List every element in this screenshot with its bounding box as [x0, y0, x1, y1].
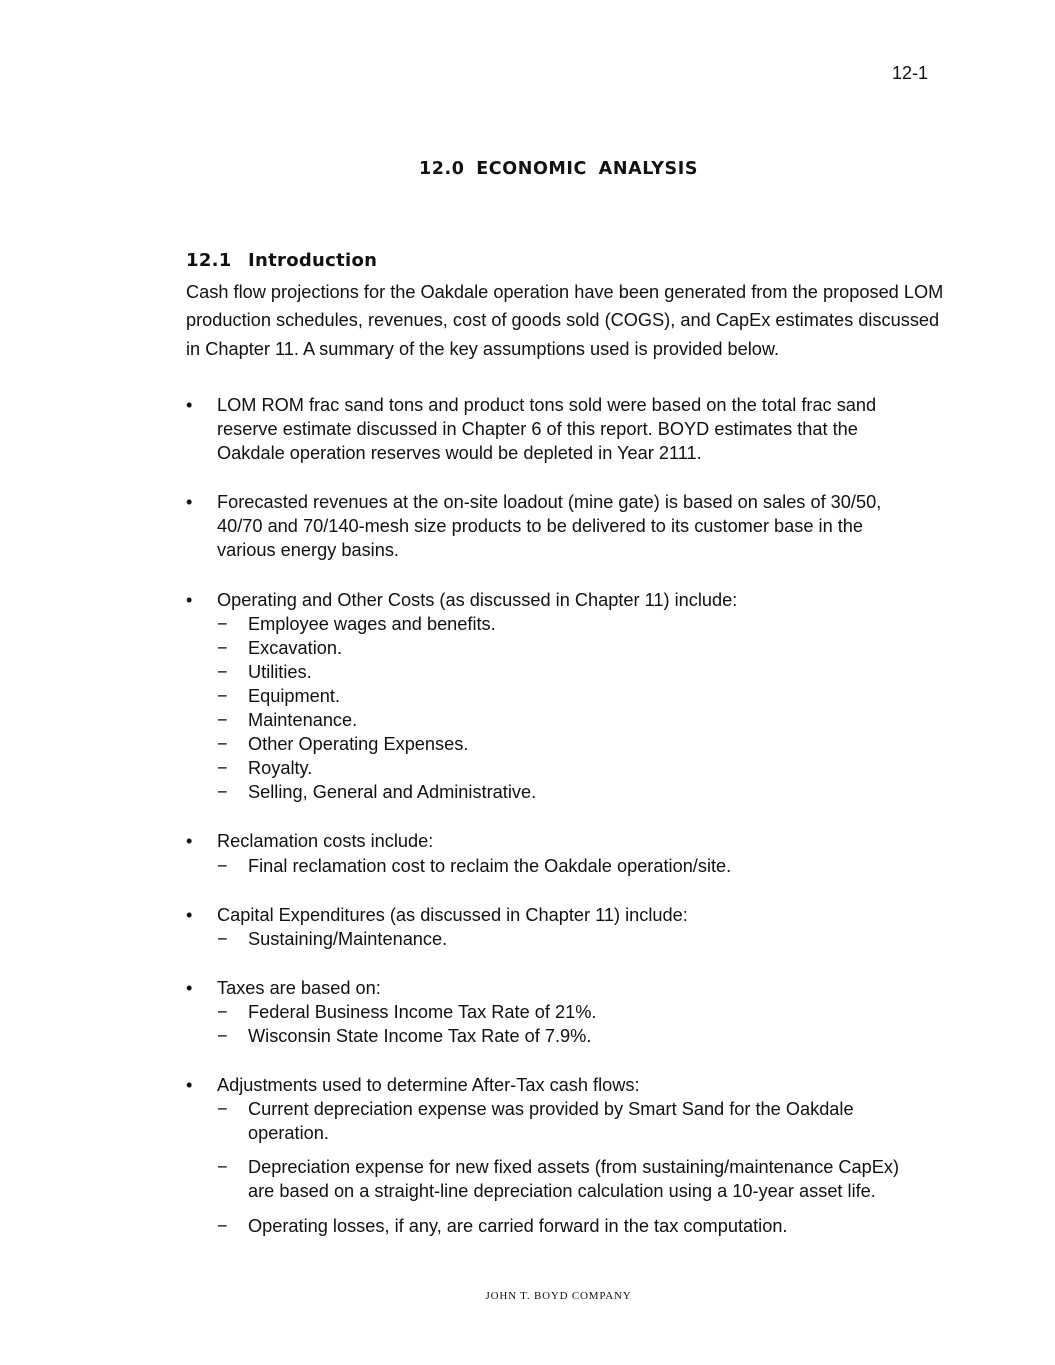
sub-list-item — [217, 732, 926, 756]
section-number: 12.1 — [186, 250, 232, 271]
bullet-item — [186, 1073, 926, 1238]
sub-list-item — [217, 660, 926, 684]
sub-item-text: Excavation. — [248, 637, 343, 658]
bullet-item — [186, 588, 926, 805]
sub-item-text: Selling, General and Administrative. — [248, 782, 537, 803]
dash-icon: − — [217, 1025, 228, 1046]
bullet-text: Forecasted revenues at the on-site loadout (mine gate) is based on sales of 30/50, 40/70 and 70/140-mesh size products to be delivered to its customer base in the various energy basins. — [217, 492, 882, 561]
dash-icon: − — [217, 855, 228, 876]
bullet-item — [186, 829, 926, 877]
sub-list-item — [217, 636, 926, 660]
sub-list-item — [217, 684, 926, 708]
bullet-text: Taxes are based on: — [217, 977, 381, 998]
dash-icon: − — [217, 661, 228, 682]
assumptions-list — [186, 393, 926, 1263]
dash-icon: − — [217, 782, 228, 803]
bullet-icon: • — [186, 904, 193, 925]
sub-list-item — [217, 780, 926, 804]
sub-item-text: Depreciation expense for new fixed assets (from sustaining/maintenance CapEx) are based on a straight-line depreciation calculation using a 10-year asset life. — [248, 1157, 900, 1202]
intro-paragraph: Cash flow projections for the Oakdale operation have been generated from the proposed LOM production schedules, revenues, cost of goods sold (COGS), and CapEx estimates discussed in Chapter 11. A summary of the key assumptions used is provided below. — [186, 282, 944, 359]
sub-list-item — [217, 1000, 926, 1024]
bullet-item — [186, 490, 926, 562]
dash-icon: − — [217, 1099, 228, 1120]
sub-list-item — [217, 854, 926, 878]
sub-item-text: Federal Business Income Tax Rate of 21%. — [248, 1001, 597, 1022]
sub-item-text: Operating losses, if any, are carried forward in the tax computation. — [248, 1215, 788, 1236]
sub-list-item — [217, 1155, 926, 1203]
bullet-icon: • — [186, 589, 193, 610]
sub-item-text: Other Operating Expenses. — [248, 734, 469, 755]
dash-icon: − — [217, 710, 228, 731]
section-heading — [186, 250, 377, 271]
bullet-text: LOM ROM frac sand tons and product tons sold were based on the total frac sand reserve estimate discussed in Chapter 6 of this report. BOYD estimates that the Oakdale operation reserves would be depleted in Year 2111. — [217, 395, 877, 464]
chapter-title: 12.0 ECONOMIC ANALYSIS — [418, 159, 699, 179]
sub-list-item — [217, 927, 926, 951]
sub-item-text: Royalty. — [248, 758, 313, 779]
footer-company-name: JOHN T. BOYD COMPANY — [485, 1290, 632, 1302]
sub-list — [217, 854, 926, 878]
sub-list-item — [217, 708, 926, 732]
bullet-icon: • — [186, 831, 193, 852]
sub-item-text: Final reclamation cost to reclaim the Oakdale operation/site. — [248, 855, 732, 876]
dash-icon: − — [217, 928, 228, 949]
sub-list — [217, 612, 926, 805]
bullet-item — [186, 903, 926, 951]
sub-item-text: Wisconsin State Income Tax Rate of 7.9%. — [248, 1025, 592, 1046]
bullet-icon: • — [186, 977, 193, 998]
sub-item-text: Employee wages and benefits. — [248, 613, 496, 634]
sub-list — [217, 927, 926, 951]
dash-icon: − — [217, 1157, 228, 1178]
bullet-icon: • — [186, 1075, 193, 1096]
sub-list-item — [217, 756, 926, 780]
bullet-item — [186, 976, 926, 1048]
sub-list — [217, 1097, 926, 1237]
dash-icon: − — [217, 1215, 228, 1236]
sub-item-text: Sustaining/Maintenance. — [248, 928, 448, 949]
bullet-text: Reclamation costs include: — [217, 831, 434, 852]
sub-item-text: Equipment. — [248, 685, 341, 706]
bullet-text: Adjustments used to determine After-Tax cash flows: — [217, 1075, 640, 1096]
section-title: Introduction — [248, 250, 378, 271]
sub-list — [217, 1000, 926, 1048]
page-number: 12-1 — [892, 63, 929, 83]
sub-item-text: Maintenance. — [248, 710, 358, 731]
sub-list-item — [217, 1097, 926, 1145]
sub-list-item — [217, 1214, 926, 1238]
dash-icon: − — [217, 613, 228, 634]
sub-item-text: Current depreciation expense was provided by Smart Sand for the Oakdale operation. — [248, 1099, 854, 1144]
dash-icon: − — [217, 637, 228, 658]
sub-item-text: Utilities. — [248, 661, 312, 682]
bullet-icon: • — [186, 395, 193, 415]
sub-list-item — [217, 1024, 926, 1048]
dash-icon: − — [217, 1001, 228, 1022]
sub-list-item — [217, 612, 926, 636]
dash-icon: − — [217, 758, 228, 779]
bullet-icon: • — [186, 492, 193, 513]
bullet-text: Operating and Other Costs (as discussed in Chapter 11) include: — [217, 589, 738, 610]
dash-icon: − — [217, 734, 228, 755]
bullet-text: Capital Expenditures (as discussed in Chapter 11) include: — [217, 904, 688, 925]
dash-icon: − — [217, 685, 228, 706]
bullet-item — [186, 393, 926, 465]
